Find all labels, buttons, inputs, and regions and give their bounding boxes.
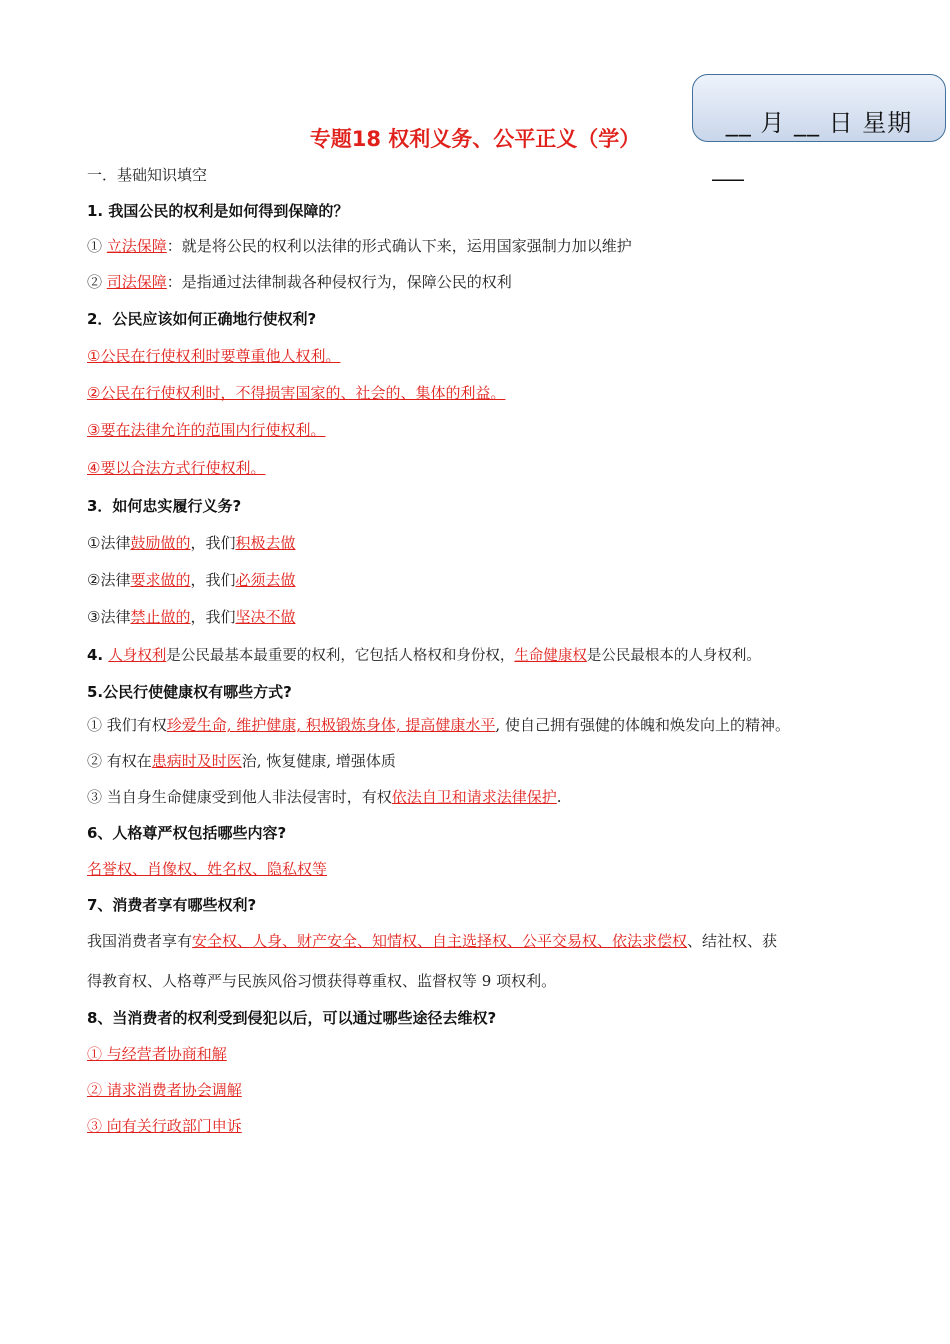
q8-answer-3: ③ 向有关行政部门申诉 <box>87 1117 242 1135</box>
answer-term: 立法保障 <box>106 237 167 255</box>
q5-answer-3 <box>87 787 562 807</box>
answer-term: 鼓励做的 <box>130 534 191 552</box>
answer-term: 必须去做 <box>235 571 296 589</box>
answer-term: 司法保障 <box>106 273 167 291</box>
text: , 使自己拥有强健的体魄和焕发向上的精神。 <box>495 716 790 734</box>
text: 治, 恢复健康, 增强体质 <box>241 752 396 770</box>
text: 是公民最基本最重要的权利，它包括人格权和身份权， <box>166 648 515 664</box>
q3-row-2 <box>87 570 296 590</box>
question-6: 6、人格尊严权包括哪些内容? <box>87 824 287 842</box>
answer-term: 患病时及时医 <box>151 752 242 770</box>
answer-term: 依法自卫和请求法律保护 <box>391 788 557 806</box>
answer-term: 坚决不做 <box>235 608 296 626</box>
answer-term: 要求做的 <box>130 571 191 589</box>
text: 我国消费者享有 <box>87 932 193 950</box>
q2-answer-3: ③要在法律允许的范围内行使权利。 <box>87 421 326 439</box>
q6-answer: 名誉权、肖像权、姓名权、隐私权等 <box>87 860 328 878</box>
q5-answer-1 <box>87 715 790 735</box>
text: ，我们 <box>190 608 236 626</box>
q7-answer-line-2: 得教育权、人格尊严与民族风俗习惯获得尊重权、监督权等 9 项权利。 <box>87 972 557 990</box>
q2-answer-2: ②公民在行使权利时，不得损害国家的、社会的、集体的利益。 <box>87 384 506 402</box>
answer-term: 安全权、人身、财产安全、知情权、自主选择权、公平交易权、依法求偿权 <box>192 932 688 950</box>
question-8: 8、当消费者的权利受到侵犯以后，可以通过哪些途径去维权? <box>87 1009 497 1027</box>
text: 、结社权、获 <box>687 932 778 950</box>
date-weekday-blank: ____ <box>712 162 744 181</box>
text: ③ 当自身生命健康受到他人非法侵害时，有权 <box>87 788 392 806</box>
q5-answer-2 <box>87 751 396 771</box>
question-5: 5.公民行使健康权有哪些方式? <box>87 683 292 701</box>
q2-answer-4: ④要以合法方式行使权利。 <box>87 459 266 477</box>
page-title: 专题18 权利义务、公平正义（学） <box>309 127 641 151</box>
q1-answer-1 <box>87 236 632 256</box>
question-1: 1. 我国公民的权利是如何得到保障的？ <box>87 202 349 220</box>
section-heading: 一．基础知识填空 <box>87 166 208 184</box>
answer-term: 生命健康权 <box>514 648 587 664</box>
q8-answer-2: ② 请求消费者协会调解 <box>87 1081 242 1099</box>
text: . <box>556 788 562 806</box>
q2-answer-1: ①公民在行使权利时要尊重他人权利。 <box>87 347 341 365</box>
answer-term: 人身权利 <box>108 648 167 664</box>
answer-term: 禁止做的 <box>130 608 191 626</box>
q3-row-1 <box>87 533 296 553</box>
num: 4. <box>87 646 109 664</box>
answer-term: 积极去做 <box>235 534 296 552</box>
answer-text: ：是指通过法律制裁各种侵权行为，保障公民的权利 <box>166 273 512 291</box>
question-3: 3．如何忠实履行义务? <box>87 497 242 515</box>
text: ，我们 <box>190 534 236 552</box>
q8-answer-1: ① 与经营者协商和解 <box>87 1045 227 1063</box>
question-4 <box>87 645 761 666</box>
text: ① 我们有权 <box>87 716 167 734</box>
question-2: 2．公民应该如何正确地行使权利? <box>87 310 317 328</box>
text: ②法律 <box>87 571 131 589</box>
text: ①法律 <box>87 534 131 552</box>
text: ，我们 <box>190 571 236 589</box>
question-7: 7、消费者享有哪些权利? <box>87 896 257 914</box>
answer-text: ：就是将公民的权利以法律的形式确认下来，运用国家强制力加以维护 <box>166 237 632 255</box>
text: ③法律 <box>87 608 131 626</box>
text: ② 有权在 <box>87 752 152 770</box>
q3-row-3 <box>87 607 296 627</box>
num: ① <box>87 237 107 255</box>
q7-answer-line-1 <box>87 931 777 951</box>
text: 是公民最根本的人身权利。 <box>586 648 761 664</box>
date-label: __ 月 __ 日 星期 <box>725 109 913 137</box>
answer-term: 珍爱生命, 维护健康, 积极锻炼身体, 提高健康水平 <box>166 716 496 734</box>
q1-answer-2 <box>87 272 512 292</box>
num: ② <box>87 273 107 291</box>
